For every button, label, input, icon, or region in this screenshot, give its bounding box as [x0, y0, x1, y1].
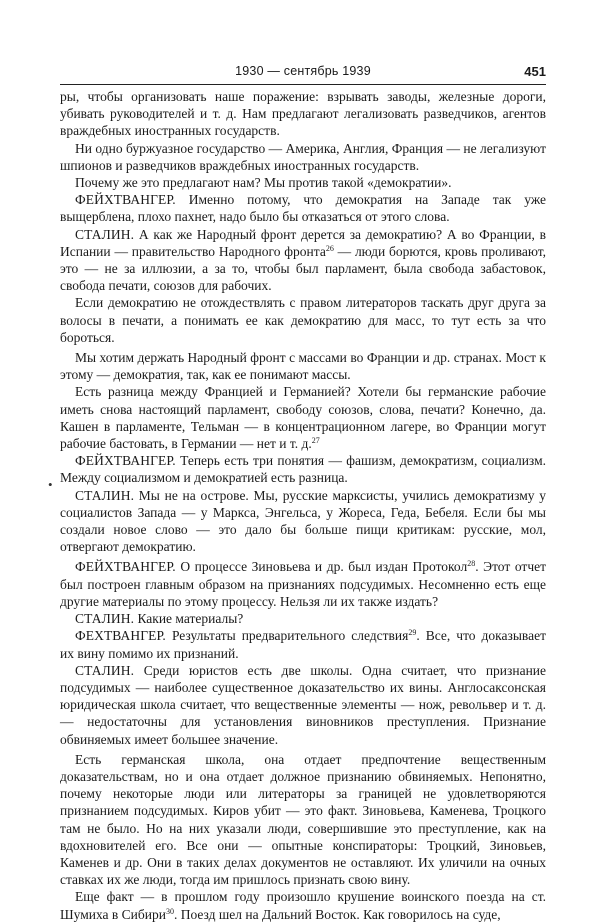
speaker-line-feuchtwanger: ФЕЙХТВАНГЕР. Именно потому, что демократия на Западе так уже выщерблена, плохо пахнет, надо было бы отказаться от этого слова.	[60, 192, 547, 225]
paragraph: Если демократию не отождествлять с правом литераторов таскать друг друга за волосы в печати, а понимать ее как демократию для масс, то тут есть за что бороться.	[60, 295, 546, 345]
margin-mark: •	[48, 477, 53, 492]
page-number: 451	[524, 64, 546, 79]
header-rule	[60, 84, 546, 85]
speaker-line-stalin: СТАЛИН. Мы не на острове. Мы, русские марксисты, учились демократизму у социалистов Запада — у Маркса, Энгельса, у Жореса, Геда, Бебеля. Если бы мы создали новое слово — это дало бы больше пищи критикам: русские, мол, отвергают демократию.	[60, 487, 546, 555]
footnote-ref: 29	[408, 628, 417, 638]
speaker-name: СТАЛИН.	[75, 662, 135, 678]
speaker-line-feuchtwanger: ФЕЙХТВАНГЕР. О процессе Зиновьева и др. был издан Протокол$^{28}$. Этот отчет был построен главным образом на признаниях подсудимых. Несомненно есть еще другие материалы по этому процессу. Нельзя ли их также издать?	[60, 559, 546, 609]
speaker-line-stalin: СТАЛИН. Среди юристов есть две школы. Одна считает, что признание подсудимых — наиболее существенное доказательство их вины. Англосаксонская юридическая школа считает, что вещественные элементы — нож, револьвер и т. д. — недостаточны для установления виновников преступления. Признание обвиняемых имеет большее значение.	[60, 662, 547, 747]
paragraph: Почему же это предлагают нам? Мы против такой «демократии».	[75, 175, 452, 191]
paragraph: Мы хотим держать Народный фронт с массами во Франции и др. странах. Мост к этому — демократия, так, как ее понимают массы.	[60, 350, 546, 383]
footnote-ref: 28	[467, 559, 476, 569]
paragraph: Есть германская школа, она отдает предпочтение вещественным доказательствам, но и она отдает должное признанию обвиняемых. Непонятно, почему некоторые люди или литераторы за границей не удовлетворяются признанием подсудимых. Киров убит — это факт. Зиновьева, Каменева, Троцкого там не было. Но на них указали люди, совершившие это преступление, как на вдохновителей его. Все они — опытные конспираторы: Троцкий, Зиновьев, Каменев и др. Они в таких делах документов не оставляют. Их уличили на очных ставках их же люди, тогда им пришлось признать свою вину.	[60, 751, 546, 888]
speaker-name: ФЕЙХТВАНГЕР.	[75, 192, 176, 208]
speaker-line-stalin: СТАЛИН. Какие материалы?	[75, 611, 244, 627]
speaker-name: СТАЛИН.	[75, 487, 135, 503]
speaker-name: ФЕХТВАНГЕР.	[75, 628, 166, 644]
speaker-line-feuchtwanger: ФЕЙХТВАНГЕР. Теперь есть три понятия — фашизм, демократизм, социализм. Между социализмом и демократией есть разница.	[60, 453, 546, 486]
running-title: 1930 — сентябрь 1939	[235, 64, 371, 78]
footnote-ref: 30	[165, 906, 174, 916]
footnote-ref: 27	[311, 436, 320, 446]
paragraph-continuation: ры, чтобы организовать наше поражение: взрывать заводы, железные дороги, убивать руководителей и т. д. Нам предлагают легализовать разведчиков, агентов враждебных иностранных государств.	[60, 89, 546, 139]
speaker-name: СТАЛИН.	[75, 226, 135, 242]
paragraph: Ни одно буржуазное государство — Америка, Англия, Франция — не легализуют шпионов и разведчиков враждебных иностранных государств.	[60, 140, 546, 173]
paragraph: Есть разница между Францией и Германией? Хотели бы германские рабочие иметь снова настоящий парламент, свободу союзов, слова, печати? Конечно, да. Кашен в парламенте, Тельман — в концентрационном лагере, во Франции могут рабочие бастовать, в Германии — нет и т. д.$^{27}$	[60, 384, 546, 452]
speaker-line-feuchtwanger: ФЕХТВАНГЕР. Результаты предварительного следствия$^{29}$. Все, что доказывает их вину помимо их признаний.	[60, 628, 546, 661]
body-text	[60, 88, 546, 923]
speaker-name: ФЕЙХТВАНГЕР.	[75, 559, 176, 575]
speaker-name: ФЕЙХТВАНГЕР.	[75, 453, 176, 469]
speaker-line-stalin: СТАЛИН. А как же Народный фронт дерется за демократию? А во Франции, в Испании — правительство Народного фронта$^{26}$ — люди борются, кровь проливают, это — не за иллюзии, а за то, чтобы был парламент, была свобода забастовок, свобода печати, союзов для рабочих.	[60, 226, 546, 294]
speaker-name: СТАЛИН.	[75, 611, 135, 627]
running-head	[60, 64, 546, 84]
footnote-ref: 26	[325, 243, 334, 253]
paragraph: Еще факт — в прошлом году произошло крушение воинского поезда на ст. Шумиха в Сибири$^{30}$. Поезд шел на Дальний Восток. Как говорилось на суде,	[60, 889, 546, 922]
